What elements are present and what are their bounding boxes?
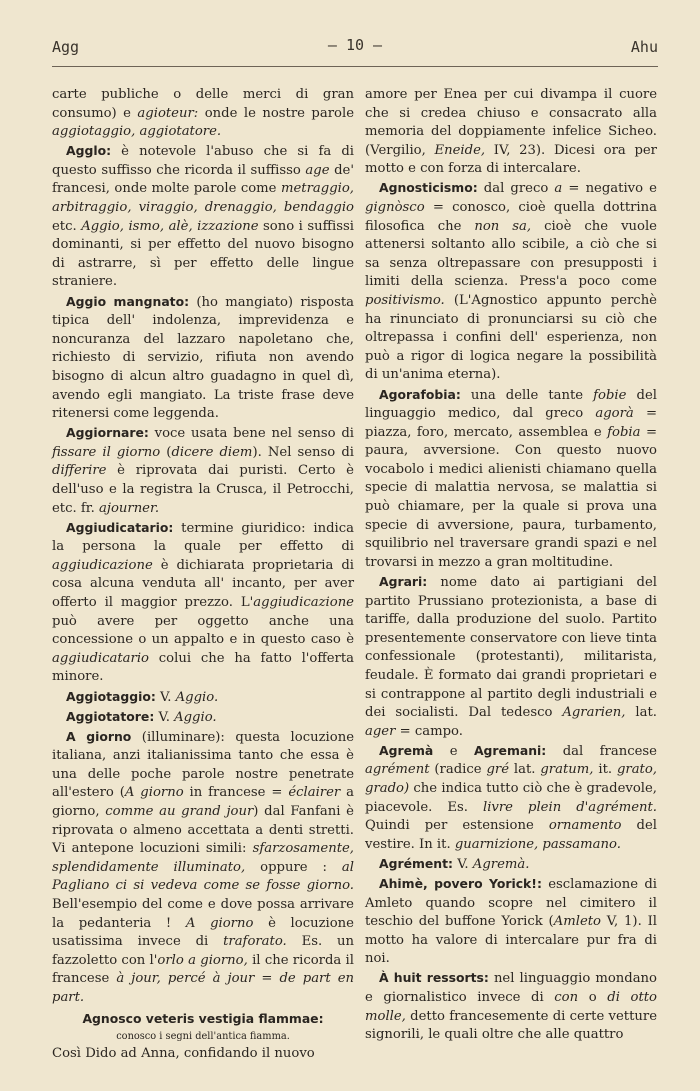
right-column	[365, 86, 657, 1045]
entry-term: Agnosticismo:	[379, 180, 478, 196]
italic-text: aggiudicatario	[52, 650, 149, 666]
dictionary-entry: Agrément: V. Agremà.	[379, 855, 530, 872]
entry-term: Ahimè, povero Yorick!:	[379, 875, 542, 891]
italic-text: al Pagliano ci si vedeva come se fosse giorno.	[52, 859, 354, 894]
left-column	[52, 86, 354, 1064]
italic-text: aggiotaggio, aggiotatore.	[52, 124, 222, 140]
entry-term: Aggio mangnato:	[66, 293, 190, 309]
entry-term: Agorafobia:	[379, 386, 461, 402]
header-left-guide-word: Agg	[52, 38, 80, 56]
entry-term: À huit ressorts:	[379, 970, 489, 986]
dictionary-entry: Agnosticismo: dal greco a = negativo e gignòsco = conosco, cioè quella dottrina filosofica che non sa, cioè che vuole attenersi soltanto allo scibile, a ciò che si sa senza oltrepassare con presupposti i limiti della scienza. Press'a poco come positivismo. (L'Agnostico appunto perchè ha rinunciato di pronunciarsi su ciò che oltrepassa i confini dell' esperienza, non può a rigor di logica negare la possibilità di un'anima eterna).	[365, 180, 657, 383]
italic-text: agioteur:	[137, 105, 199, 121]
entry-term: Aggiotaggio:	[66, 688, 156, 704]
italic-text: ager	[365, 723, 396, 739]
italic-text: guarnizione, passamano.	[454, 836, 621, 852]
header-right-guide-word: Ahu	[630, 38, 658, 56]
italic-text: Aggio.	[174, 709, 217, 725]
italic-text: gignòsco	[365, 200, 425, 216]
entry-term: Aggiotatore:	[66, 708, 155, 724]
italic-text: éclairer	[288, 785, 341, 801]
entry-term: Agremà	[379, 742, 434, 758]
italic-text: aggiudicazione	[253, 595, 354, 611]
dictionary-entry: Ahimè, povero Yorick!: esclamazione di Amleto quando scopre nel cimitero il teschio del buffone Yorick (Amleto V, 1). Il motto ha valore di intercalare pur fra di noi.	[365, 875, 657, 967]
italic-text: differire	[52, 463, 107, 479]
dictionary-entry: Agorafobia: una delle tante fobie del linguaggio medico, dal greco agorà = piazza, foro, mercato, assemblea e fobia = paura, avversione. Con questo nuovo vocabolo i medici alienisti chiamano quella specie di malattia nervosa, se malattia si può chiamare, per la quale si prova una specie di avversione, paura, turbamento, squilibrio nel traversare grandi spazi e nel trovarsi in mezzo a gran moltitudine.	[365, 386, 657, 570]
header-rule	[52, 66, 658, 67]
italic-text: agrément	[365, 762, 430, 778]
italic-text: Eneide,	[434, 142, 486, 158]
dictionary-entry: Aggiotatore: V. Aggio.	[66, 708, 217, 725]
dictionary-entry: A giorno (illuminare): questa locuzione italiana, anzi italianissima tanto che essa è una delle poche parole nostre penetrate all'estero (A giorno in francese = éclairer a giorno, comme au grand jour) dal Fanfani è riprovata o almeno accettata a denti stretti. Vi antepone locuzioni simili: sfarzosamente, splendidamente illuminato, oppure : al Pagliano ci si vedeva come se fosse giorno. Bell'esempio del come e dove possa arrivare la pedanteria ! A giorno è locuzione usatissima invece di traforato. Es. un fazzoletto con l'orlo a giorno, il che ricorda il francese à jour, percé à jour = de part en part.	[52, 728, 354, 1005]
italic-text: livre plein d'agrément.	[482, 799, 657, 815]
dictionary-entry: À huit ressorts: nel linguaggio mondano e giornalistico invece di con o di otto molle, detto francesemente di certe vetture signorili, le quali oltre che alle quattro	[365, 970, 657, 1043]
entry-text: Così Dido ad Anna, confidando il nuovo	[52, 1046, 315, 1062]
italic-text: fobia	[607, 424, 641, 440]
italic-text: Aggio.	[175, 689, 219, 705]
italic-text: con	[554, 990, 579, 1005]
italic-text: positivismo.	[365, 293, 445, 309]
entry-term: Agglo:	[66, 143, 112, 159]
italic-text: à jour, percé à jour = de part en part.	[52, 971, 354, 1005]
entry-term: Agremani:	[473, 742, 547, 758]
italic-text: sfarzosamente, splendidamente illuminato,	[52, 841, 354, 875]
dictionary-entry: amore per Enea per cui divampa il cuore che si credea chiuso e consacrato alla memoria del doppiamente infelice Sicheo. (Vergilio, Eneide, IV, 23). Dicesi ora per motto e con forza di intercalare.	[365, 87, 657, 177]
dictionary-entry: Aggio mangnato: (ho mangiato) risposta tipica dell' indolenza, imprevidenza e noncuranza del lazzaro napoletano che, richiesto di servizio, rifiuta non avendo bisogno di alcun altro guadagno in quel dì, avendo egli mangiato. La triste frase deve ritenersi come leggenda.	[52, 293, 354, 422]
right-entries	[365, 86, 657, 1045]
entry-term: A giorno	[66, 728, 132, 744]
italic-text: Agremà.	[472, 856, 530, 872]
italic-text: fissare il giorno	[52, 444, 161, 460]
italic-text: age	[305, 162, 330, 178]
italic-text: comme au grand jour	[105, 804, 254, 820]
dictionary-entry: Aggiudicatario: termine giuridico: indica la persona la quale per effetto di aggiudicazione è dichiarata proprietaria di cosa alcuna venduta all' incanto, per aver offerto il maggior prezzo. L'aggiudicazione può avere per oggetto anche una concessione o un appalto e in questo caso è aggiudicatario colui che ha fatto l'offerta minore.	[52, 519, 354, 685]
italic-text: traforato.	[223, 934, 287, 950]
italic-text: Agrarien,	[562, 705, 626, 721]
dictionary-entry: Agremà e Agremani: dal francese agrément (radice gré lat. gratum, it. grato, grado) che indica tutto ciò che è gradevole, piacevole. Es. livre plein d'agrément. Quindi per estensione ornamento del vestire. In it. guarnizione, passamano.	[365, 742, 657, 852]
italic-text: A giorno	[185, 915, 254, 931]
dictionary-entry: Agglo: è notevole l'abuso che si fa di questo suffisso che ricorda il suffisso age de' francesi, onde molte parole come metraggio, arbitraggio, viraggio, drenaggio, bendaggio etc. Aggio, ismo, alè, izzazione sono i suffissi dominanti, si per effetto del nuovo bisogno di astrarre, sì per effetto delle lingue straniere.	[52, 143, 354, 290]
italic-text: ornamento	[548, 818, 622, 834]
dictionary-entry: Aggiornare: voce usata bene nel senso di fissare il giorno (dicere diem). Nel senso di differire è riprovata dai puristi. Certo è dell'uso e la registra la Crusca, il Petrocchi, etc. fr. ajourner.	[52, 425, 354, 516]
italic-text: orlo a giorno,	[157, 952, 248, 968]
entry-term: Agrément:	[379, 855, 453, 871]
italic-text: fobie	[593, 387, 627, 403]
italic-text: grato, grado)	[365, 762, 657, 796]
left-entries	[52, 86, 354, 1008]
dictionary-entry: carte publiche o delle merci di gran consumo) e agioteur: onde le nostre parole aggiotaggio, aggiotatore.	[52, 87, 354, 140]
entry-term: Aggiudicatario:	[66, 519, 174, 535]
dictionary-entry: Agrari: nome dato ai partigiani del partito Prussiano protezionista, a base di tariffe, dalla produzione del suolo. Partito presentemente conservatore con lieve tinta confessionale (protestanti), militarista, feudale. È formato dai grandi proprietari e si contrappone al partito degli industriali e dei socialisti. Dal tedesco Agrarien, lat. ager = campo.	[365, 573, 657, 739]
italic-text: metraggio, arbitraggio, viraggio, drenaggio, bendaggio	[52, 181, 354, 216]
italic-text: a	[554, 181, 563, 197]
page-number: — 10 —	[327, 36, 383, 54]
italic-text: gré	[486, 762, 510, 778]
entry-term: Agnosco veteris vestigia flammae:	[82, 1010, 324, 1026]
italic-text: gratum,	[540, 762, 594, 778]
entry-translation: conosco i segni dell'antica fiamma.	[116, 1031, 290, 1043]
entry-term: Agrari:	[379, 573, 428, 589]
italic-text: dicere diem	[171, 444, 253, 460]
entry-term: Aggiornare:	[66, 425, 149, 441]
italic-text: aggiudicazione	[52, 557, 153, 573]
italic-text: non sa,	[474, 218, 532, 234]
running-header	[52, 36, 658, 60]
italic-text: ajourner.	[99, 500, 160, 516]
italic-text: A giorno	[124, 785, 184, 801]
italic-text: di otto molle,	[365, 990, 657, 1024]
dictionary-entry: Aggiotaggio: V. Aggio.	[66, 688, 219, 705]
italic-text: Amleto	[553, 914, 601, 930]
italic-text: Aggio, ismo, alè, izzazione	[81, 218, 259, 234]
italic-text: agorà	[595, 406, 634, 422]
